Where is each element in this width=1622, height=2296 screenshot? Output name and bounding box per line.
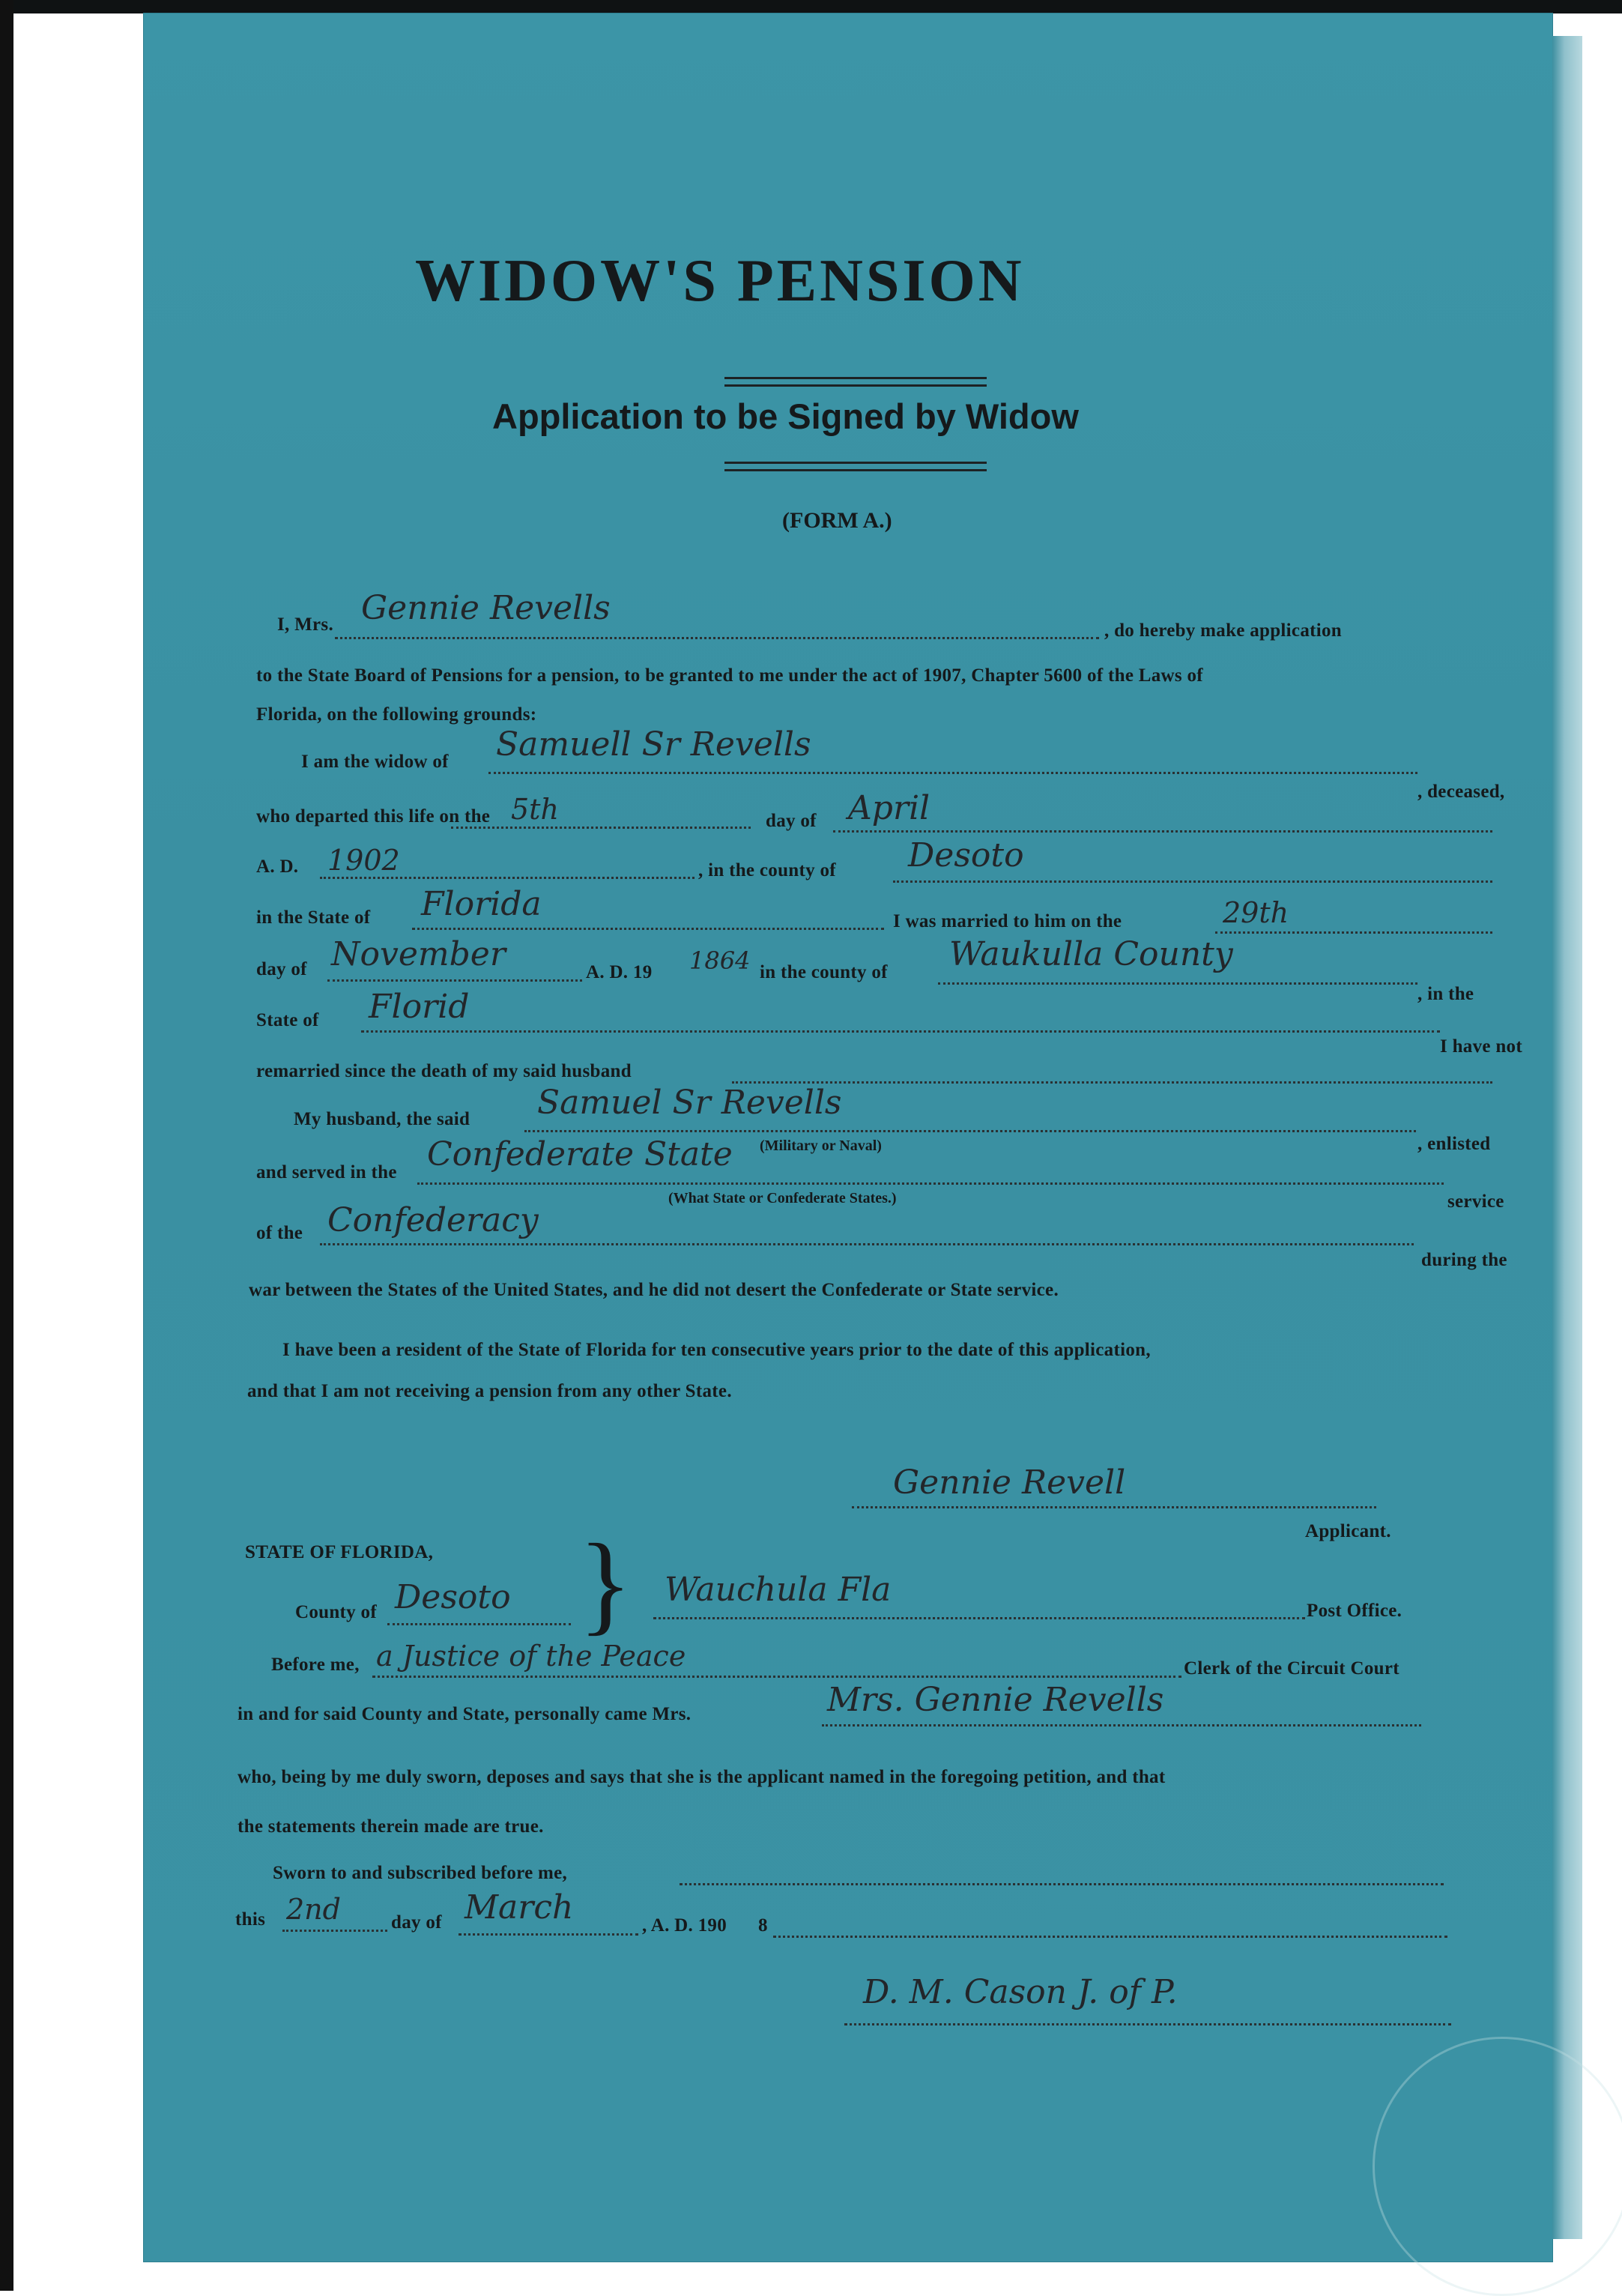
title-rule-bottom-2 bbox=[724, 469, 987, 471]
service-label: service bbox=[1447, 1191, 1504, 1212]
military-caption: (Military or Naval) bbox=[760, 1138, 882, 1154]
post-office-label: Post Office. bbox=[1307, 1601, 1402, 1621]
state-of-label-2: State of bbox=[256, 1010, 319, 1030]
marriage-county-field bbox=[938, 982, 1417, 985]
applicant-signature: Gennie Revell bbox=[893, 1463, 1126, 1502]
official-signature: D. M. Cason J. of P. bbox=[863, 1973, 1178, 2011]
day-of-label: day of bbox=[766, 811, 817, 831]
sworn-month-field bbox=[459, 1933, 638, 1936]
ad-label: A. D. bbox=[256, 857, 299, 877]
death-month-value: April bbox=[848, 789, 930, 827]
state-of-florida-label: STATE OF FLORIDA, bbox=[245, 1542, 434, 1562]
came-value: Mrs. Gennie Revells bbox=[827, 1681, 1164, 1719]
application-label: , do hereby make application bbox=[1104, 620, 1342, 641]
came-label: in and for said County and State, personally came Mrs. bbox=[237, 1704, 692, 1724]
scan-border-top bbox=[0, 0, 1622, 13]
applicant-label: Applicant. bbox=[1305, 1521, 1391, 1541]
sworn-year-digit: 8 bbox=[758, 1915, 768, 1936]
ad-label-2: A. D. 19 bbox=[586, 962, 653, 982]
remarried-label: remarried since the death of my said husband bbox=[256, 1061, 632, 1081]
sworn-day-field bbox=[282, 1930, 387, 1932]
husband-name-field bbox=[488, 772, 1417, 774]
subscribed-label: Sworn to and subscribed before me, bbox=[273, 1863, 568, 1883]
clerk-label: Clerk of the Circuit Court bbox=[1184, 1658, 1399, 1679]
marriage-state-field bbox=[361, 1030, 1440, 1033]
day-of-label-2: day of bbox=[256, 959, 307, 979]
departed-label: who departed this life on the bbox=[256, 806, 491, 827]
before-me-field bbox=[372, 1676, 1181, 1678]
post-office-field bbox=[653, 1617, 1305, 1619]
death-county-value: Desoto bbox=[908, 836, 1024, 874]
in-the-label: , in the bbox=[1417, 984, 1474, 1004]
served-in-label: and served in the bbox=[256, 1162, 397, 1182]
title-rule-bottom-1 bbox=[724, 462, 987, 464]
applicant-signature-line bbox=[852, 1506, 1376, 1508]
marriage-month-field bbox=[327, 979, 582, 982]
title-rule-top-2 bbox=[724, 384, 987, 387]
page-edge bbox=[1552, 36, 1582, 2239]
scan-border-left bbox=[0, 0, 13, 2291]
married-label: I was married to him on the bbox=[893, 911, 1122, 931]
of-the-field bbox=[320, 1243, 1414, 1245]
marriage-month-value: November bbox=[331, 935, 506, 973]
marriage-day-value: 29th bbox=[1223, 896, 1289, 929]
embossed-seal bbox=[1373, 2037, 1622, 2296]
widow-of-label: I am the widow of bbox=[301, 752, 449, 772]
before-me-value: a Justice of the Peace bbox=[376, 1640, 686, 1673]
form-label: (FORM A.) bbox=[782, 508, 892, 533]
of-the-label: of the bbox=[256, 1223, 303, 1243]
remarried-field bbox=[732, 1081, 1492, 1084]
pension-form-sheet bbox=[144, 13, 1552, 2262]
widow-name-field bbox=[335, 637, 1099, 639]
marriage-state-value: Florid bbox=[369, 988, 470, 1026]
sworn-day-value: 2nd bbox=[286, 1893, 341, 1926]
county-label: , in the county of bbox=[698, 860, 836, 880]
mrs-label: I, Mrs. bbox=[277, 614, 334, 635]
sworn-month-value: March bbox=[464, 1888, 574, 1927]
death-state-field bbox=[412, 928, 884, 930]
sworn-year-field bbox=[773, 1936, 1447, 1938]
sworn-text-1: who, being by me duly sworn, deposes and says that she is the applicant named in the foregoing petition, and that bbox=[237, 1767, 1166, 1787]
affidavit-county-value: Desoto bbox=[395, 1578, 511, 1616]
resident-text-2: and that I am not receiving a pension from any other State. bbox=[247, 1381, 732, 1401]
subscribed-field bbox=[680, 1883, 1444, 1885]
marriage-day-field bbox=[1215, 931, 1492, 934]
form-title: WIDOW'S PENSION bbox=[415, 248, 1025, 314]
state-of-label: in the State of bbox=[256, 907, 371, 928]
this-label: this bbox=[235, 1909, 266, 1930]
death-day-field bbox=[451, 827, 751, 829]
death-month-field bbox=[833, 830, 1492, 833]
death-day-value: 5th bbox=[511, 793, 559, 826]
grounds-text: Florida, on the following grounds: bbox=[256, 704, 537, 725]
official-signature-line bbox=[844, 2023, 1451, 2025]
death-state-value: Florida bbox=[421, 885, 542, 923]
affidavit-county-field bbox=[387, 1623, 571, 1625]
deceased-label: , deceased, bbox=[1417, 782, 1505, 802]
served-in-value: Confederate State bbox=[427, 1135, 733, 1173]
husband-name-value: Samuell Sr Revells bbox=[496, 725, 811, 764]
husband-said-label: My husband, the said bbox=[294, 1109, 470, 1129]
of-the-value: Confederacy bbox=[327, 1201, 539, 1239]
before-me-label: Before me, bbox=[271, 1655, 360, 1675]
title-rule-top-1 bbox=[724, 377, 987, 379]
death-year-value: 1902 bbox=[327, 844, 400, 877]
brace: } bbox=[578, 1521, 632, 1646]
death-year-field bbox=[320, 877, 695, 879]
state-caption: (What State or Confederate States.) bbox=[668, 1190, 897, 1206]
marriage-year-value: 1864 bbox=[689, 946, 751, 975]
husband-said-field bbox=[524, 1130, 1416, 1132]
marriage-county-value: Waukulla County bbox=[949, 935, 1233, 973]
county-label-2: in the county of bbox=[760, 962, 888, 982]
came-field bbox=[822, 1724, 1421, 1726]
act-text: to the State Board of Pensions for a pension, to be granted to me under the act of 1907, Chapter 5600 of the Laws of bbox=[256, 665, 1203, 686]
sworn-day-of-label: day of bbox=[391, 1912, 442, 1933]
resident-text-1: I have been a resident of the State of Florida for ten consecutive years prior to the date of this application, bbox=[282, 1340, 1151, 1360]
death-county-field bbox=[893, 880, 1492, 883]
during-label: during the bbox=[1421, 1250, 1507, 1270]
husband-said-value: Samuel Sr Revells bbox=[537, 1084, 842, 1122]
war-text: war between the States of the United States, and he did not desert the Confederate or State service. bbox=[249, 1280, 1059, 1300]
have-not-label: I have not bbox=[1440, 1036, 1522, 1057]
county-of-label: County of bbox=[295, 1602, 377, 1622]
form-subtitle: Application to be Signed by Widow bbox=[492, 396, 1079, 436]
served-in-field bbox=[417, 1182, 1444, 1185]
post-office-value: Wauchula Fla bbox=[665, 1571, 892, 1609]
widow-name-value: Gennie Revells bbox=[361, 589, 611, 627]
sworn-text-2: the statements therein made are true. bbox=[237, 1816, 544, 1837]
enlisted-label: , enlisted bbox=[1417, 1134, 1491, 1154]
sworn-ad-label: , A. D. 190 bbox=[642, 1915, 727, 1936]
